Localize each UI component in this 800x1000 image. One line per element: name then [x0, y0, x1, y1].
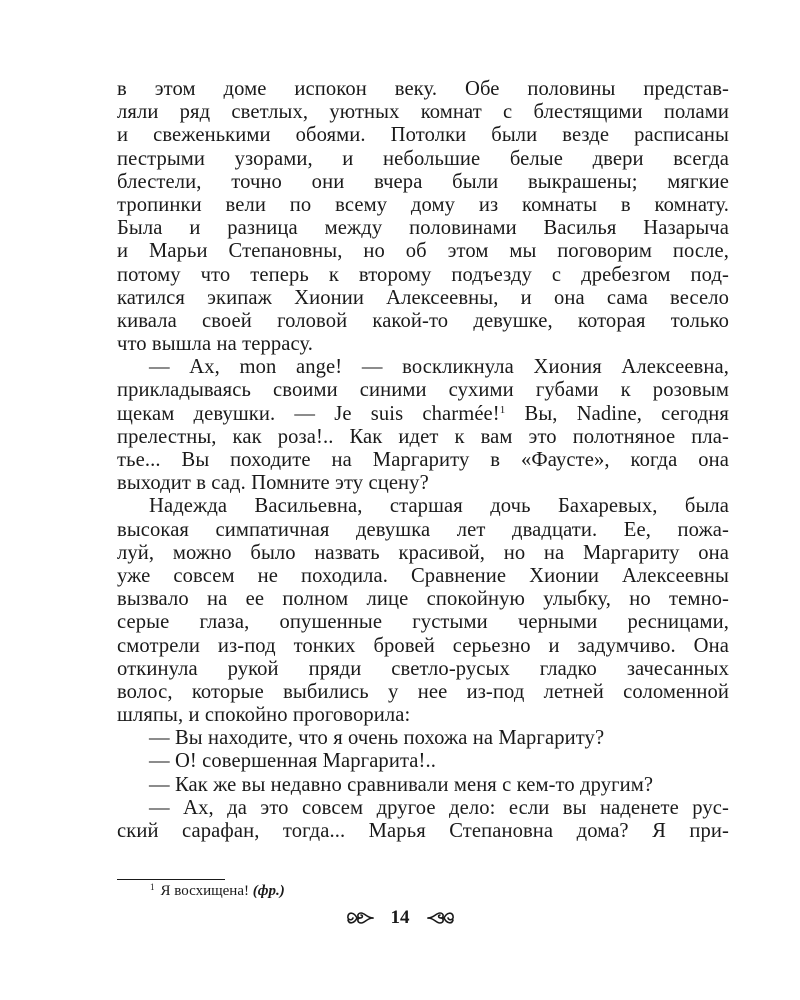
- text-line-24: серые глаза, опушенные густыми черными ресницами,: [117, 611, 729, 634]
- text-line-33: ский сарафан, тогда... Марья Степановна дома? Я при-: [117, 820, 729, 842]
- text-line-22: уже совсем не походила. Сравнение Хионии Алексеевны: [117, 564, 729, 587]
- ornament-right-icon: [426, 909, 456, 927]
- text-line-14: прикладываясь своими синими сухими губами к розовым: [117, 379, 729, 402]
- text-line-28: шляпы, и спокойно проговорила:: [117, 704, 411, 727]
- text-line-25: смотрели из-под тонких бровей серьезно и задумчиво. Она: [117, 634, 729, 657]
- page-number: 14: [390, 907, 410, 928]
- text-line-27: волос, которые выбились у нее из-под летней соломенной: [117, 680, 729, 703]
- text-line-2: ляли ряд светлых, уютных комнат с блестящими полами: [117, 101, 729, 124]
- ornament-left-icon: [345, 909, 375, 927]
- text-line-1: в этом доме испокон веку. Обе половины представ-: [117, 78, 729, 100]
- text-line-31: — Как же вы недавно сравнивали меня с кем-то другим?: [149, 773, 654, 796]
- text-line-23: вызвало на ее полном лице спокойную улыбку, но темно-: [117, 588, 729, 611]
- text-line-16: прелестны, как роза!.. Как идет к вам это полотняное пла-: [117, 425, 729, 448]
- text-line-19: Надежда Васильевна, старшая дочь Бахаревых, была: [149, 495, 729, 518]
- footnote-ref-marker: 1: [499, 403, 506, 416]
- text-line-15-tail: Вы, Nadine, сегодня: [505, 402, 729, 425]
- text-line-18: выходит в сад. Помните эту сцену?: [117, 472, 429, 495]
- footnote-language-abbr: (фр.): [252, 883, 285, 899]
- text-line-11: кивала своей головой какой-то девушке, которая только: [117, 309, 729, 332]
- text-line-6: тропинки вели по всему дому из комнаты в комнату.: [117, 193, 729, 216]
- footnote-marker: 1: [150, 882, 155, 892]
- text-line-30: — О! совершенная Маргарита!..: [149, 750, 436, 773]
- text-line-8: и Марьи Степановны, но об этом мы поговорим после,: [117, 240, 729, 263]
- text-line-10: катился экипаж Хионии Алексеевны, и она сама весело: [117, 286, 729, 309]
- text-line-20: высокая симпатичная девушка лет двадцати. Ее, пожа-: [117, 518, 729, 541]
- text-line-7: Была и разница между половинами Василья Назарыча: [117, 217, 729, 240]
- footnote-text: Я восхищена!: [160, 883, 253, 899]
- text-line-13: — Ах, mon ange! — воскликнула Хиония Алексеевна,: [149, 356, 729, 379]
- text-line-32: — Ах, да это совсем другое дело: если вы наденете рус-: [149, 796, 729, 819]
- page-footer: [0, 907, 800, 929]
- text-line-9: потому что теперь к второму подъезду с дребезгом под-: [117, 263, 729, 286]
- text-line-21: луй, можно было назвать красивой, но на Маргариту она: [117, 541, 729, 564]
- text-line-17: тье... Вы походите на Маргариту в «Фаусте», когда она: [117, 449, 729, 471]
- text-line-15: [117, 403, 729, 426]
- book-page-body: [117, 78, 729, 843]
- text-line-3: и свеженькими обоями. Потолки были везде расписаны: [117, 124, 729, 147]
- text-line-12: что вышла на террасу.: [117, 333, 314, 356]
- text-line-29: — Вы находите, что я очень похожа на Маргариту?: [149, 727, 605, 750]
- text-line-5: блестели, точно они вчера были выкрашены; мягкие: [117, 170, 729, 193]
- text-line-15-head: щекам девушки. — Je suis charmée!: [117, 402, 500, 425]
- text-line-26: откинула рукой пряди светло-русых гладко зачесанных: [117, 657, 729, 680]
- footnote: [150, 877, 285, 901]
- text-line-4: пестрыми узорами, и небольшие белые двери всегда: [117, 147, 729, 170]
